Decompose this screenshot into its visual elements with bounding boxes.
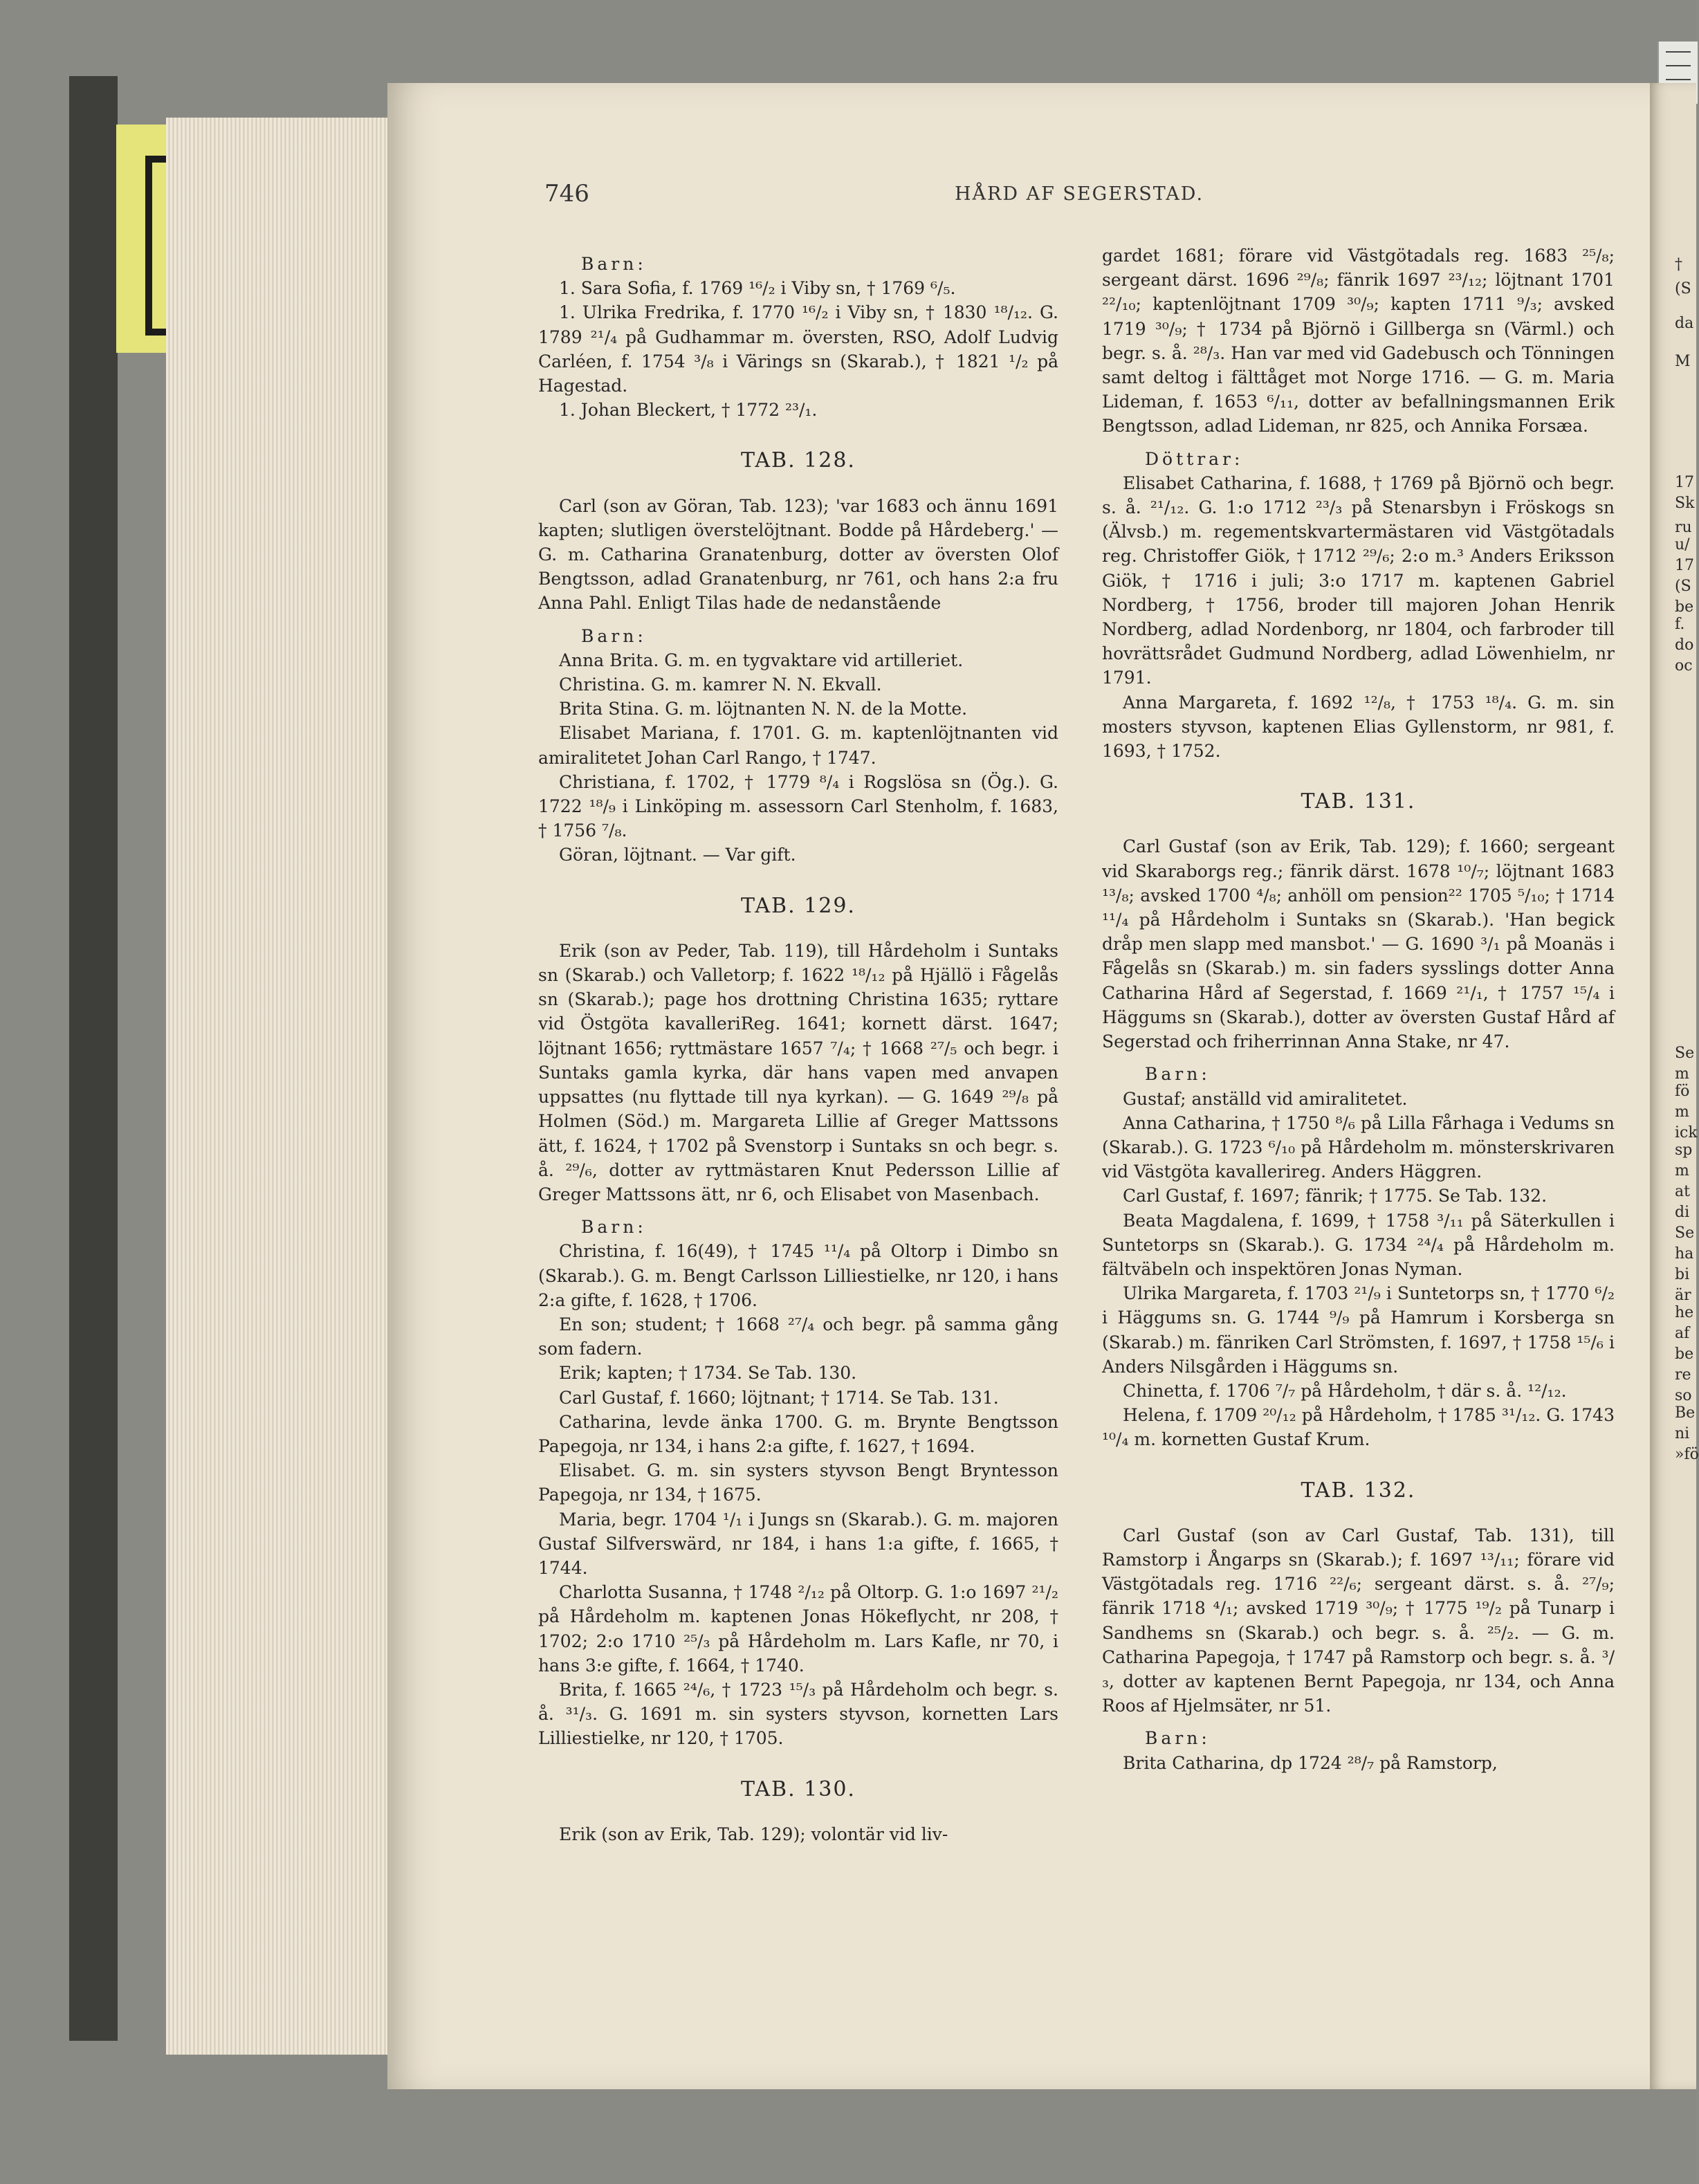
facing-page-fragment: do (1675, 636, 1694, 654)
facing-page-fragment: re (1675, 1366, 1691, 1384)
entry-paragraph: Brita Catharina, dp 1724 ²⁸/₇ på Ramstorp, (1123, 1752, 1498, 1773)
facing-page-fragment: be (1675, 598, 1694, 616)
entry-paragraph: Erik (son av Erik, Tab. 129); volontär vid liv- (559, 1824, 948, 1844)
page-edges (166, 118, 394, 2055)
entry-paragraph: Elisabet Catharina, f. 1688, † 1769 på Björnö och begr. s. å. ²¹/₁₂. G. 1:o 1712 ²³/₃ på Stenarsbyn i Fröskogs sn (Älvsb.) m. regementskvartermästaren vid Västgötadals reg. Christoffer Giök, † 1712 ²⁹/₆; 2:o m.³ Anders Eriksson Giök, † 1716 i juli; 3:o 1717 m. kaptenen Gabriel Nordberg, † 1756, broder till majoren Johan Henrik Nordberg, adlad Nordenborg, nr 1804, och farbroder till hovrättsrådet Gudmund Nordberg, adlad Löwenhielm, nr 1791. (1102, 472, 1615, 688)
facing-page-fragment: u/ (1675, 536, 1690, 553)
entry-paragraph: Anna Brita. G. m. en tygvaktare vid artilleriet. (559, 650, 964, 670)
entry-paragraph: Erik (son av Peder, Tab. 119), till Hårdeholm i Suntaks sn (Skarab.) och Valletorp; f. 1622 ¹⁸/₁₂ på Hjällö i Fågelås sn (Skarab.); page hos drottning Christina 1635; ryttare vid Östgöta kavalleriReg. 1641; kornett därst. 1647; löjtnant 1656; ryttmästare 1657 ⁷/₄; † 1668 ²⁷/₅ och begr. i Suntaks gamla kyrka, där hans vapen med anvapen uppsattes (nu flyttade till nya kyrkan). — G. 1649 ²⁹/₈ på Holmen (Söd.) m. Margareta Lillie af Greger Mattssons ätt, f. 1624, † 1702 på Svenstorp i Suntaks sn och begr. s. å. ²⁹/₆, dotter av ryttmästaren Knut Pedersson Lillie af Greger Mattssons ätt, nr 6, och Elisabet von Masenbach. (538, 940, 1058, 1204)
facing-page-fragment: sp (1675, 1141, 1693, 1159)
facing-page-fragment: af (1675, 1325, 1690, 1342)
facing-page-fragment: ni (1675, 1425, 1690, 1442)
entry-paragraph: Brita Stina. G. m. löjtnanten N. N. de la Motte. (559, 699, 968, 719)
facing-page-fragment: 17 (1675, 474, 1694, 491)
entry-paragraph: Elisabet. G. m. sin systers styvson Bengt Bryntesson Papegoja, nr 134, † 1675. (538, 1460, 1058, 1505)
table-heading: TAB. 130. (741, 1777, 856, 1801)
entry-paragraph: En son; student; † 1668 ²⁷/₄ och begr. på samma gång som fadern. (538, 1314, 1058, 1359)
entry-paragraph: 1. Johan Bleckert, † 1772 ²³/₁. (559, 400, 818, 421)
facing-page-fragment: he (1675, 1304, 1694, 1321)
entry-paragraph: Catharina, levde änka 1700. G. m. Brynte Bengtsson Papegoja, nr 134, i hans 2:a gifte, f. 1627, † 1694. (538, 1411, 1058, 1456)
entry-paragraph: Gustaf; anställd vid amiralitetet. (1123, 1088, 1408, 1109)
entry-paragraph: 1. Sara Sofia, f. 1769 ¹⁶/₂ i Viby sn, † 1769 ⁶/₅. (559, 278, 956, 299)
section-heading: Barn: (1145, 1728, 1211, 1749)
facing-page-fragment: so (1675, 1387, 1692, 1404)
entry-paragraph: Christina. G. m. kamrer N. N. Ekvall. (559, 675, 882, 695)
facing-page-fragment: fö (1675, 1083, 1690, 1100)
entry-paragraph: Maria, begr. 1704 ¹/₁ i Jungs sn (Skarab.). G. m. majoren Gustaf Silfverswärd, nr 184, i hans 1:a gifte, f. 1665, † 1744. (538, 1509, 1058, 1578)
section-heading: Barn: (1145, 1064, 1211, 1085)
facing-page-fragment: oc (1675, 657, 1693, 675)
entry-paragraph: Beata Magdalena, f. 1699, † 1758 ³/₁₁ på Säterkullen i Suntetorps sn (Skarab.). G. 1734 ²⁴/₄ på Hårdeholm m. fältväbeln och inspektören Jonas Nyman. (1102, 1210, 1615, 1279)
facing-page-fragment: m (1675, 1103, 1689, 1121)
facing-page-fragment: m (1675, 1162, 1689, 1180)
facing-page-fragment: at (1675, 1183, 1690, 1200)
facing-page-fragment: ru (1675, 519, 1692, 536)
facing-page-edge (1650, 83, 1699, 2089)
page-number: 746 (544, 180, 589, 208)
facing-page-fragment: (S (1675, 578, 1691, 595)
book-binding (69, 76, 118, 2041)
entry-paragraph: Carl Gustaf, f. 1660; löjtnant; † 1714. Se Tab. 131. (559, 1387, 999, 1408)
facing-page-fragment: m (1675, 1065, 1689, 1083)
section-heading: Barn: (581, 254, 647, 274)
facing-page-fragment: Se (1675, 1045, 1695, 1062)
entry-paragraph: 1. Ulrika Fredrika, f. 1770 ¹⁶/₂ i Viby sn, † 1830 ¹⁸/₁₂. G. 1789 ²¹/₄ på Gudhammar m. översten, RSO, Adolf Ludvig Carléen, f. 1754 ³/₈ i Värings sn (Skarab.), † 1821 ¹/₂ på Hagestad. (538, 302, 1058, 396)
entry-paragraph: Anna Margareta, f. 1692 ¹²/₈, † 1753 ¹⁸/₄. G. m. sin mosters styvson, kaptenen Elias Gyllenstorm, nr 981, f. 1693, † 1752. (1102, 692, 1615, 762)
table-heading: TAB. 129. (741, 893, 856, 918)
facing-page-fragment: är (1675, 1287, 1691, 1304)
facing-page-fragment: »fö (1675, 1446, 1699, 1463)
table-heading: TAB. 128. (741, 448, 856, 473)
facing-page-fragment: 17 (1675, 557, 1694, 574)
entry-paragraph: Charlotta Susanna, † 1748 ²/₁₂ på Oltorp. G. 1:o 1697 ²¹/₂ på Hårdeholm m. kaptenen Jonas Hökeflycht, nr 208, † 1702; 2:o 1710 ²⁵/₃ på Hårdeholm m. Lars Kafle, nr 70, i hans 3:e gifte, f. 1664, † 1740. (538, 1582, 1058, 1676)
section-heading: Barn: (581, 625, 647, 646)
entry-paragraph: Erik; kapten; † 1734. Se Tab. 130. (559, 1363, 857, 1384)
section-heading: Döttrar: (1145, 448, 1244, 469)
entry-paragraph: Carl Gustaf (son av Carl Gustaf, Tab. 131), till Ramstorp i Ångarps sn (Skarab.); f. 1697 ¹³/₁₁; förare vid Västgötadals reg. 1716 ²²/₆; sergeant därst. s. å. ²⁷/₉; fänrik 1718 ⁴/₁; avsked 1719 ³⁰/₉; † 1775 ¹⁹/₂ på Tunarp i Sandhems sn (Skarab.) och begr. s. å. ²⁵/₂. — G. m. Catharina Papegoja, † 1747 på Ramstorp och begr. s. å. ³/₃, dotter av kaptenen Bernt Papegoja, nr 134, och Anna Roos af Hjelmsäter, nr 51. (1102, 1525, 1615, 1716)
entry-paragraph: Elisabet Mariana, f. 1701. G. m. kaptenlöjtnanten vid amiralitetet Johan Carl Rango, † 1747. (538, 723, 1058, 768)
entry-paragraph: Christiana, f. 1702, † 1779 ⁸/₄ i Rogslösa sn (Ög.). G. 1722 ¹⁸/₉ i Linköping m. assessorn Carl Stenholm, f. 1683, † 1756 ⁷/₈. (538, 771, 1058, 841)
entry-paragraph: Brita, f. 1665 ²⁴/₆, † 1723 ¹⁵/₃ på Hårdeholm och begr. s. å. ³¹/₃. G. 1691 m. sin systers styvson, kornetten Lars Lilliestielke, nr 120, † 1705. (538, 1679, 1058, 1749)
facing-page-fragment: M (1675, 353, 1691, 370)
entry-paragraph: Helena, f. 1709 ²⁰/₁₂ på Hårdeholm, † 1785 ³¹/₁₂. G. 1743 ¹⁰/₄ m. kornetten Gustaf Krum. (1102, 1405, 1615, 1450)
facing-page-fragment: da (1675, 315, 1694, 332)
facing-page-fragment: Se (1675, 1224, 1695, 1242)
entry-paragraph: Carl (son av Göran, Tab. 123); 'var 1683 och ännu 1691 kapten; slutligen överstelöjtnant. Bodde på Hårdeberg.' — G. m. Catharina Granatenburg, dotter av översten Olof Bengtsson, adlad Granatenburg, nr 761, och hans 2:a fru Anna Pahl. Enligt Tilas hade de nedanstående (538, 495, 1058, 614)
entry-paragraph: Anna Catharina, † 1750 ⁸/₆ på Lilla Fårhaga i Vedums sn (Skarab.). G. 1723 ⁶/₁₀ på Hårdeholm m. mönsterskrivaren vid Västgöta kavallerireg. Anders Häggren. (1102, 1112, 1615, 1182)
table-heading: TAB. 132. (1301, 1478, 1416, 1503)
facing-page-fragment: ick (1675, 1124, 1698, 1141)
facing-page-fragment: di (1675, 1204, 1690, 1221)
facing-page-fragment: Be (1675, 1404, 1696, 1422)
facing-page-fragment: (S (1675, 280, 1691, 297)
paragraph: gardet 1681; förare vid Västgötadals reg. 1683 ²⁵/₈; sergeant därst. 1696 ²⁹/₈; fänrik 1697 ²³/₁₂; löjtnant 1701 ²²/₁₀; kaptenlöjtnant 1709 ³⁰/₉; kapten 1711 ⁹/₃; avsked 1719 ³⁰/₉; † 1734 på Björnö i Gillberga sn (Värml.) och begr. s. å. ²⁸/₃. Han var med vid Gadebusch och Tönningen samt deltog i fälttåget mot Norge 1716. — G. m. Maria Lideman, f. 1653 ⁶/₁₁, dotter av befallningsmannen Erik Bengtsson, adlad Lideman, nr 825, och Annika Forsæa. (1102, 246, 1615, 437)
left-text-column (538, 244, 1058, 1846)
facing-page-fragment: Sk (1675, 495, 1695, 512)
entry-paragraph: Göran, löjtnant. — Var gift. (559, 845, 796, 865)
right-text-column (1102, 244, 1615, 1775)
facing-page-fragment: bi (1675, 1266, 1690, 1283)
entry-paragraph: Carl Gustaf, f. 1697; fänrik; † 1775. Se Tab. 132. (1123, 1186, 1548, 1206)
facing-page-fragment: † (1675, 256, 1682, 273)
entry-paragraph: Chinetta, f. 1706 ⁷/₇ på Hårdeholm, † där s. å. ¹²/₁₂. (1123, 1380, 1567, 1401)
entry-paragraph: Christina, f. 16(49), † 1745 ¹¹/₄ på Oltorp i Dimbo sn (Skarab.). G. m. Bengt Carlsson Lilliestielke, nr 120, i hans 2:a gifte, f. 1628, † 1706. (538, 1241, 1058, 1310)
entry-paragraph: Carl Gustaf (son av Erik, Tab. 129); f. 1660; sergeant vid Skaraborgs reg.; fänrik därst. 1678 ¹⁰/₇; löjtnant 1683 ¹³/₈; avsked 1700 ⁴/₈; anhöll om pension²² 1705 ⁵/₁₀; † 1714 ¹¹/₄ på Hårdeholm i Suntaks sn (Skarab.). 'Han begick dråp men slapp med mansbot.' — G. 1690 ³/₁ på Moanäs i Fågelås sn (Skarab.) m. sin faders sysslings dotter Anna Catharina Hård af Segerstad, f. 1669 ²¹/₁, † 1757 ¹⁵/₄ i Häggums sn (Skarab.), dotter av översten Gustaf Hård af Segerstad och friherrinnan Anna Stake, nr 47. (1102, 836, 1615, 1052)
facing-page-fragment: be (1675, 1346, 1694, 1363)
facing-page-fragment: ha (1675, 1245, 1694, 1263)
running-head: HÅRD AF SEGERSTAD. (955, 183, 1204, 205)
entry-paragraph: Ulrika Margareta, f. 1703 ²¹/₉ i Suntetorps sn, † 1770 ⁶/₂ i Häggums sn. G. 1744 ⁹/₉ på Hamrum i Korsberga sn (Skarab.) m. fänriken Carl Strömsten, f. 1697, † 1758 ¹⁵/₆ i Anders Nilsgården i Häggums sn. (1102, 1283, 1615, 1377)
section-heading: Barn: (581, 1217, 647, 1238)
table-heading: TAB. 131. (1301, 789, 1416, 814)
facing-page-fragment: f. (1675, 616, 1685, 633)
